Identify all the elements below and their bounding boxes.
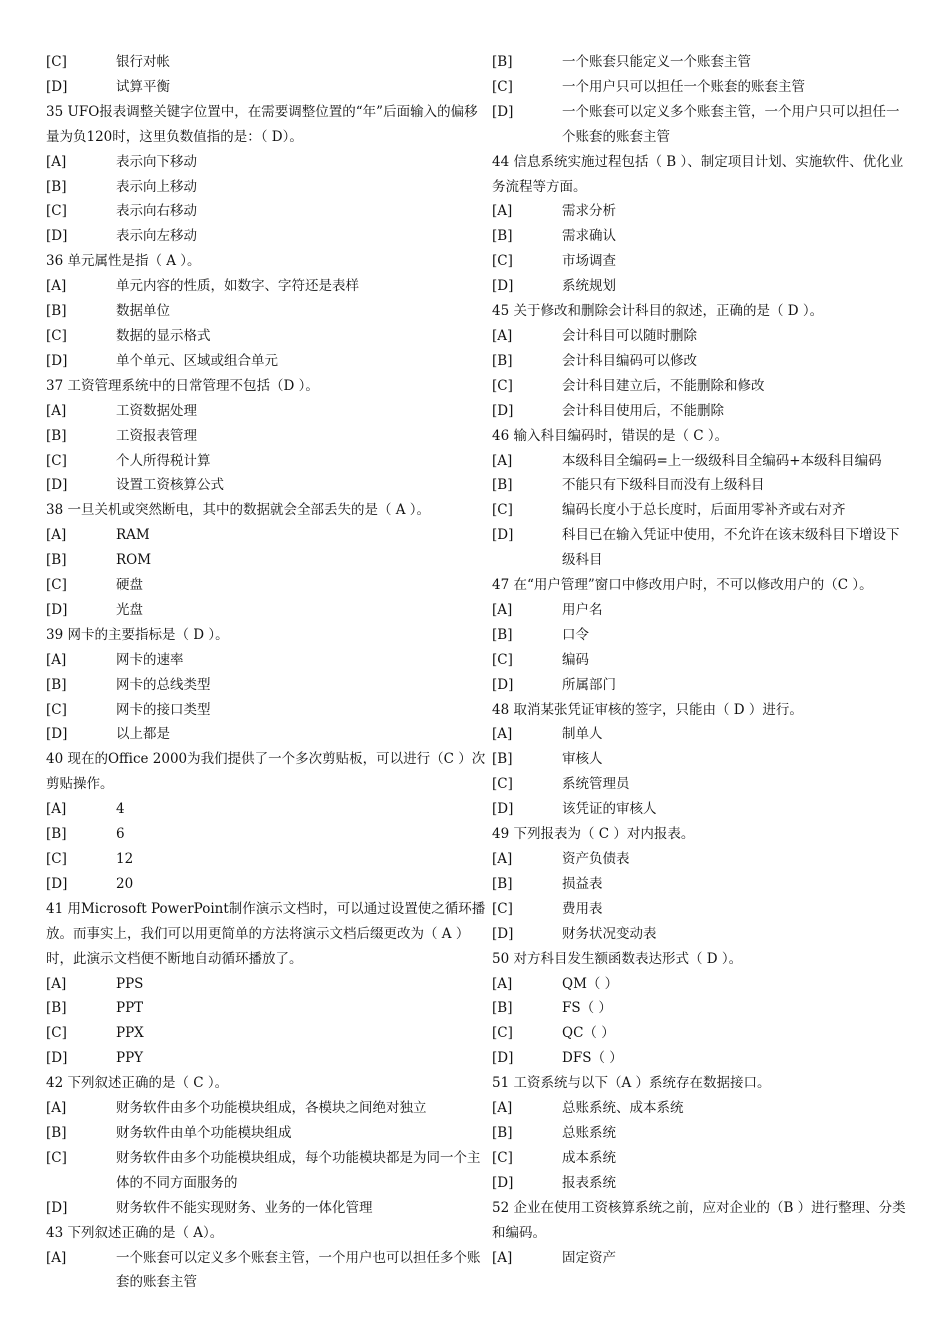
option-text: 系统规划 — [562, 278, 616, 295]
option-letter: [A] — [46, 527, 67, 544]
option-text: 财务状况变动表 — [562, 925, 657, 942]
answer-option — [492, 1121, 912, 1146]
option-letter: [D] — [492, 527, 514, 544]
option-text: PPY — [116, 1050, 144, 1067]
answer-option — [46, 598, 486, 623]
option-text: 12 — [116, 851, 134, 867]
answer-option — [492, 224, 912, 249]
option-text: 数据单位 — [116, 303, 170, 320]
option-text: 财务软件由多个功能模块组成，每个功能模块都是为同一个主体的不同方面服务的 — [116, 1149, 481, 1191]
answer-option — [492, 1171, 912, 1196]
answer-option — [46, 1196, 486, 1221]
answer-option — [46, 175, 486, 200]
option-letter: [B] — [492, 1124, 513, 1141]
option-text: 数据的显示格式 — [116, 327, 211, 344]
option-letter: [D] — [46, 228, 68, 245]
option-letter: [B] — [46, 1124, 67, 1141]
option-letter: [A] — [46, 651, 67, 668]
option-text: 报表系统 — [562, 1174, 616, 1191]
option-text: 成本系统 — [562, 1149, 616, 1166]
answer-option — [492, 349, 912, 374]
option-letter: [D] — [492, 103, 514, 120]
answer-option — [46, 1096, 486, 1121]
answer-option — [46, 1146, 486, 1196]
option-text: 该凭证的审核人 — [562, 801, 657, 818]
answer-option — [492, 449, 912, 474]
answer-option — [492, 374, 912, 399]
answer-option — [492, 274, 912, 299]
answer-option — [46, 1046, 486, 1071]
answer-option — [46, 523, 486, 548]
option-letter: [B] — [492, 54, 513, 70]
option-letter: [C] — [492, 1149, 513, 1166]
option-letter: [D] — [46, 1050, 68, 1067]
option-text: QC（ ） — [562, 1025, 615, 1042]
answer-option — [492, 1146, 912, 1171]
option-letter: [C] — [46, 327, 67, 344]
option-text: 财务软件由单个功能模块组成 — [116, 1124, 292, 1141]
option-letter: [B] — [492, 1000, 513, 1017]
option-text: 编码 — [562, 651, 589, 668]
option-letter: [C] — [492, 377, 513, 394]
option-letter: [C] — [492, 776, 513, 793]
option-letter: [A] — [46, 402, 67, 419]
option-letter: [A] — [492, 1249, 513, 1266]
option-letter: [B] — [492, 352, 513, 369]
option-letter: [D] — [492, 925, 514, 942]
question-text: 46 输入科目编码时，错误的是（ C ）。 — [492, 427, 729, 444]
option-text: 所属部门 — [562, 676, 616, 693]
option-letter: [D] — [492, 402, 514, 419]
answer-option — [492, 648, 912, 673]
answer-option — [46, 847, 486, 872]
option-text: 网卡的速率 — [116, 651, 184, 668]
option-letter: [C] — [492, 651, 513, 668]
answer-option — [46, 822, 486, 847]
option-text: 单元内容的性质，如数字、字符还是表样 — [116, 278, 359, 295]
answer-option — [46, 75, 486, 100]
answer-option — [492, 199, 912, 224]
option-letter: [D] — [46, 78, 68, 95]
option-text: DFS（ ） — [562, 1050, 623, 1067]
option-text: 制单人 — [562, 726, 603, 743]
option-letter: [C] — [492, 253, 513, 270]
option-text: 需求确认 — [562, 228, 616, 245]
option-letter: [B] — [46, 676, 67, 693]
answer-option — [492, 598, 912, 623]
option-text: 工资数据处理 — [116, 402, 197, 419]
option-letter: [C] — [46, 1025, 67, 1042]
option-text: 科目已在输入凭证中使用，不允许在该末级科目下增设下级科目 — [562, 527, 900, 569]
answer-option — [492, 922, 912, 947]
answer-option — [492, 722, 912, 747]
option-letter: [A] — [492, 1100, 513, 1117]
option-letter: [C] — [46, 1149, 67, 1166]
option-text: RAM — [116, 527, 150, 544]
answer-option — [492, 50, 912, 75]
option-text: 设置工资核算公式 — [116, 477, 224, 494]
option-letter: [A] — [492, 975, 513, 992]
answer-option — [46, 1021, 486, 1046]
answer-option — [46, 698, 486, 723]
option-letter: [B] — [46, 303, 67, 320]
option-letter: [C] — [46, 203, 67, 220]
answer-option — [492, 1046, 912, 1071]
option-text: 工资报表管理 — [116, 427, 197, 444]
question-text: 39 网卡的主要指标是（ D ）。 — [46, 626, 229, 643]
option-text: 表示向左移动 — [116, 228, 197, 245]
option-letter: [B] — [492, 228, 513, 245]
option-letter: [D] — [46, 875, 68, 892]
option-letter: [B] — [46, 427, 67, 444]
answer-option — [46, 299, 486, 324]
option-text: 资产负债表 — [562, 851, 630, 867]
option-text: 会计科目建立后，不能删除和修改 — [562, 377, 765, 394]
answer-option — [492, 1021, 912, 1046]
option-text: QM（ ） — [562, 975, 619, 992]
option-text: PPX — [116, 1025, 144, 1042]
answer-option — [46, 199, 486, 224]
option-text: FS（ ） — [562, 1000, 612, 1017]
answer-option — [492, 1096, 912, 1121]
option-text: PPS — [116, 975, 144, 992]
option-text: 损益表 — [562, 875, 603, 892]
option-letter: [B] — [46, 826, 67, 843]
option-text: PPT — [116, 1000, 144, 1017]
option-letter: [B] — [46, 178, 67, 195]
question-text: 35 UFO报表调整关键字位置中，在需要调整位置的“年”后面输入的偏移量为负120时，这里负数值指的是：（ D）。 — [46, 103, 478, 145]
option-text: 6 — [116, 826, 125, 843]
option-letter: [A] — [492, 726, 513, 743]
question-text: 36 单元属性是指（ A ）。 — [46, 253, 201, 270]
option-letter: [A] — [492, 601, 513, 618]
option-letter: [D] — [492, 1174, 514, 1191]
option-text: 系统管理员 — [562, 776, 630, 793]
answer-option — [46, 797, 486, 822]
option-letter: [A] — [492, 327, 513, 344]
answer-option — [492, 100, 912, 150]
option-text: 审核人 — [562, 751, 603, 768]
option-letter: [D] — [46, 726, 68, 743]
answer-option — [492, 847, 912, 872]
option-text: 会计科目使用后，不能删除 — [562, 402, 724, 419]
option-text: 表示向右移动 — [116, 203, 197, 220]
answer-option — [492, 498, 912, 523]
option-letter: [C] — [46, 54, 67, 70]
left-column — [46, 50, 486, 1295]
option-letter: [A] — [46, 1100, 67, 1117]
right-column — [492, 50, 912, 1270]
option-letter: [A] — [46, 975, 67, 992]
option-text: 市场调查 — [562, 253, 616, 270]
answer-option — [492, 473, 912, 498]
option-letter: [B] — [492, 875, 513, 892]
answer-option — [46, 872, 486, 897]
answer-option — [492, 1246, 912, 1271]
option-text: 固定资产 — [562, 1249, 616, 1266]
option-text: 4 — [116, 801, 125, 818]
answer-option — [492, 523, 912, 573]
option-letter: [A] — [46, 801, 67, 818]
option-letter: [D] — [46, 1199, 68, 1216]
answer-option — [492, 897, 912, 922]
option-text: ROM — [116, 552, 152, 569]
option-text: 本级科目全编码=上一级级科目全编码+本级科目编码 — [562, 452, 882, 469]
option-text: 一个用户只可以担任一个账套的账套主管 — [562, 78, 805, 95]
option-letter: [C] — [492, 1025, 513, 1042]
option-text: 光盘 — [116, 601, 143, 618]
answer-option — [46, 150, 486, 175]
answer-option — [46, 548, 486, 573]
option-letter: [D] — [492, 1050, 514, 1067]
answer-option — [492, 772, 912, 797]
answer-option — [46, 399, 486, 424]
answer-option — [46, 224, 486, 249]
answer-option — [492, 673, 912, 698]
answer-option — [46, 573, 486, 598]
option-letter: [B] — [492, 477, 513, 494]
option-text: 网卡的接口类型 — [116, 701, 211, 718]
option-letter: [B] — [46, 1000, 67, 1017]
option-text: 表示向上移动 — [116, 178, 197, 195]
question-text: 40 现在的Office 2000为我们提供了一个多次剪贴板，可以进行（C ）次剪贴操作。 — [46, 751, 486, 793]
option-letter: [A] — [46, 153, 67, 170]
option-text: 一个账套只能定义一个账套主管 — [562, 54, 751, 70]
answer-option — [492, 623, 912, 648]
option-text: 费用表 — [562, 900, 603, 917]
option-text: 银行对帐 — [116, 54, 170, 70]
answer-option — [46, 50, 486, 75]
option-text: 网卡的总线类型 — [116, 676, 211, 693]
answer-option — [46, 274, 486, 299]
answer-option — [492, 996, 912, 1021]
option-letter: [A] — [46, 1249, 67, 1266]
question-text: 43 下列叙述正确的是（ A）。 — [46, 1224, 224, 1241]
answer-option — [46, 1121, 486, 1146]
option-letter: [C] — [492, 900, 513, 917]
answer-option — [492, 747, 912, 772]
answer-option — [492, 972, 912, 997]
option-letter: [B] — [492, 751, 513, 768]
question-text: 48 取消某张凭证审核的签字，只能由（ D ）进行。 — [492, 701, 803, 718]
answer-option — [46, 449, 486, 474]
option-text: 表示向下移动 — [116, 153, 197, 170]
option-text: 财务软件由多个功能模块组成，各模块之间绝对独立 — [116, 1100, 427, 1117]
option-letter: [C] — [46, 452, 67, 469]
answer-option — [492, 797, 912, 822]
question-text: 42 下列叙述正确的是（ C ）。 — [46, 1075, 229, 1092]
answer-option — [46, 473, 486, 498]
option-letter: [A] — [492, 452, 513, 469]
option-text: 不能只有下级科目而没有上级科目 — [562, 477, 765, 494]
answer-option — [492, 872, 912, 897]
answer-option — [46, 996, 486, 1021]
answer-option — [46, 673, 486, 698]
question-text: 45 关于修改和删除会计科目的叙述，正确的是（ D ）。 — [492, 303, 824, 320]
answer-option — [46, 722, 486, 747]
option-text: 用户名 — [562, 601, 603, 618]
option-letter: [C] — [46, 701, 67, 718]
question-text: 44 信息系统实施过程包括（ B ）、制定项目计划、实施软件、优化业务流程等方面。 — [492, 153, 904, 195]
question-text: 37 工资管理系统中的日常管理不包括（D ）。 — [46, 377, 319, 394]
option-letter: [C] — [492, 502, 513, 519]
answer-option — [46, 1246, 486, 1296]
answer-option — [492, 75, 912, 100]
option-letter: [A] — [492, 203, 513, 220]
answer-option — [46, 324, 486, 349]
option-text: 总账系统 — [562, 1124, 616, 1141]
option-text: 单个单元、区域或组合单元 — [116, 352, 278, 369]
option-letter: [C] — [46, 577, 67, 594]
answer-option — [492, 324, 912, 349]
question-text: 41 用Microsoft PowerPoint制作演示文档时，可以通过设置使之循环播放。而事实上，我们可以用更简单的方法将演示文档后缀更改为（ A ）时，此演示文档便不断地自动循环播放了。 — [46, 900, 486, 967]
question-text: 51 工资系统与以下（A ）系统存在数据接口。 — [492, 1075, 771, 1092]
option-letter: [D] — [46, 352, 68, 369]
question-text: 38 一旦关机或突然断电，其中的数据就会全部丢失的是（ A ）。 — [46, 502, 431, 519]
answer-option — [492, 399, 912, 424]
option-text: 需求分析 — [562, 203, 616, 220]
option-letter: [C] — [492, 78, 513, 95]
question-text: 52 企业在使用工资核算系统之前，应对企业的（B ）进行整理、分类和编码。 — [492, 1199, 906, 1241]
option-text: 试算平衡 — [116, 78, 170, 95]
option-letter: [D] — [492, 676, 514, 693]
option-letter: [B] — [492, 626, 513, 643]
option-text: 编码长度小于总长度时，后面用零补齐或右对齐 — [562, 502, 846, 519]
question-text: 47 在“用户管理”窗口中修改用户时，不可以修改用户的（C ）。 — [492, 577, 873, 594]
option-text: 一个账套可以定义多个账套主管，一个用户只可以担任一个账套的账套主管 — [562, 103, 900, 145]
option-letter: [C] — [46, 851, 67, 867]
option-text: 口令 — [562, 626, 589, 643]
option-text: 总账系统、成本系统 — [562, 1100, 684, 1117]
option-text: 20 — [116, 875, 134, 892]
question-text: 50 对方科目发生额函数表达形式（ D ）。 — [492, 950, 743, 967]
option-letter: [B] — [46, 552, 67, 569]
answer-option — [46, 648, 486, 673]
answer-option — [46, 424, 486, 449]
option-text: 个人所得税计算 — [116, 452, 211, 469]
option-letter: [D] — [46, 601, 68, 618]
question-text: 49 下列报表为（ C ）对内报表。 — [492, 826, 695, 843]
option-text: 一个账套可以定义多个账套主管，一个用户也可以担任多个账套的账套主管 — [116, 1249, 481, 1291]
option-text: 会计科目可以随时删除 — [562, 327, 697, 344]
option-text: 会计科目编码可以修改 — [562, 352, 697, 369]
answer-option — [492, 249, 912, 274]
option-letter: [A] — [492, 851, 513, 867]
option-letter: [D] — [492, 278, 514, 295]
answer-option — [46, 972, 486, 997]
answer-option — [46, 349, 486, 374]
option-text: 硬盘 — [116, 577, 143, 594]
option-text: 以上都是 — [116, 726, 170, 743]
option-letter: [D] — [46, 477, 68, 494]
option-text: 财务软件不能实现财务、业务的一体化管理 — [116, 1199, 373, 1216]
option-letter: [D] — [492, 801, 514, 818]
option-letter: [A] — [46, 278, 67, 295]
